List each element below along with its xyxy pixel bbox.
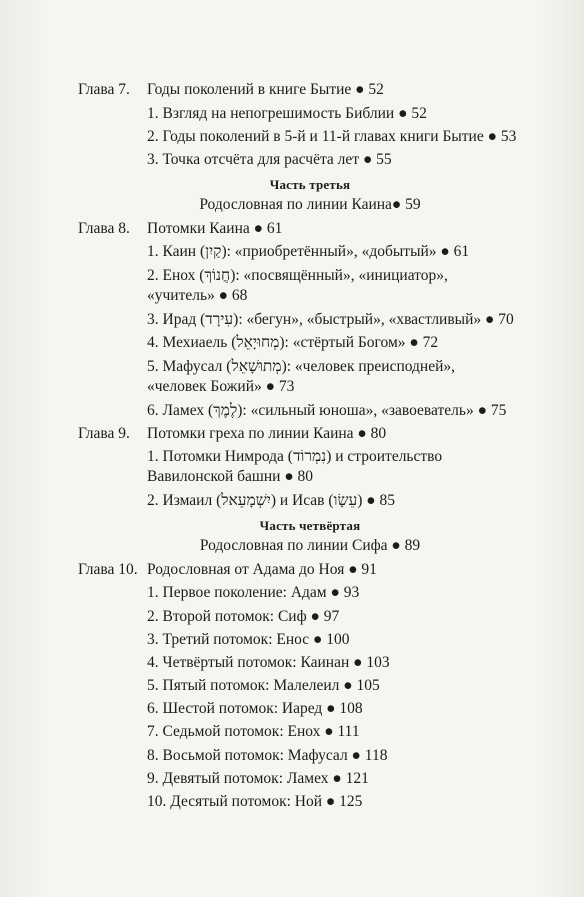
toc-entry-text: 2. Измаил (יִשְׁמָעֵאל) и Исав (עֵשָׂו) ● 85: [147, 492, 396, 509]
chapter-label: Глава 10.: [78, 561, 138, 578]
toc-entry-text: 6. Шестой потомок: Иаред ● 108: [147, 700, 363, 717]
chapter-title: Родословная от Адама до Ноя ● 91: [147, 561, 377, 578]
toc-entry-text: 4. Четвёртый потомок: Каинан ● 103: [147, 654, 390, 671]
toc-entry-text: 9. Девятый потомок: Ламех ● 121: [147, 770, 369, 787]
toc-entry-text: 3. Точка отсчёта для расчёта лет ● 55: [147, 151, 392, 168]
chapter-title: Годы поколений в книге Бытие ● 52: [147, 81, 384, 98]
toc-entry-text: 7. Седьмой потомок: Енох ● 111: [147, 723, 360, 740]
chapter-title: Потомки Каина ● 61: [147, 220, 283, 237]
chapter-label: Глава 7.: [78, 81, 130, 98]
toc-entry-text: 1. Взгляд на непогрешимость Библии ● 52: [147, 105, 427, 122]
toc-entry-text: 2. Енох (חֲנוֹךְ): «посвящённый», «инициатор»,: [147, 267, 448, 284]
chapter-label: Глава 9.: [78, 425, 130, 442]
toc-entry-text: 2. Второй потомок: Сиф ● 97: [147, 608, 340, 625]
toc-entry-text: 2. Годы поколений в 5-й и 11-й главах книги Бытие ● 53: [147, 128, 517, 145]
part-heading: Часть третья: [269, 177, 351, 192]
toc-entry-text: 8. Восьмой потомок: Мафусал ● 118: [147, 747, 388, 764]
toc-entry-text: «человек Божий» ● 73: [147, 378, 295, 395]
toc-entry-text: 3. Третий потомок: Енос ● 100: [147, 631, 350, 648]
chapter-title: Потомки греха по линии Каина ● 80: [147, 425, 387, 442]
toc-entry-text: 6. Ламех (לֶמֶךְ): «сильный юноша», «завоеватель» ● 75: [147, 402, 507, 419]
toc-entry-text: 1. Потомки Нимрода (נִמְרוֹד) и строительство: [147, 448, 443, 465]
toc-entry-text: 3. Ирад (עִירָד): «бегун», «быстрый», «хвастливый» ● 70: [147, 311, 514, 328]
toc-entry-text: «учитель» ● 68: [147, 287, 248, 304]
toc-entry-text: 10. Десятый потомок: Ной ● 125: [147, 793, 363, 810]
toc-entry-text: 5. Мафусал (מְתוּשָׁאֵל): «человек преисподней»,: [147, 358, 456, 375]
toc-entry-text: 4. Мехиаель (מְחוּיָאֵל): «стёртый Богом» ● 72: [147, 334, 439, 351]
part-subtitle: Родословная по линии Каина● 59: [199, 196, 421, 213]
toc-entry-text: Вавилонской башни ● 80: [147, 468, 314, 485]
chapter-label: Глава 8.: [78, 220, 130, 237]
part-subtitle: Родословная по линии Сифа ● 89: [199, 537, 421, 554]
toc-entry-text: 5. Пятый потомок: Малелеил ● 105: [147, 677, 380, 694]
toc-entry-text: 1. Каин (קַיִן): «приобретённый», «добытый» ● 61: [147, 243, 470, 260]
toc-entry-text: 1. Первое поколение: Адам ● 93: [147, 584, 360, 601]
part-heading: Часть четвёртая: [259, 518, 361, 533]
